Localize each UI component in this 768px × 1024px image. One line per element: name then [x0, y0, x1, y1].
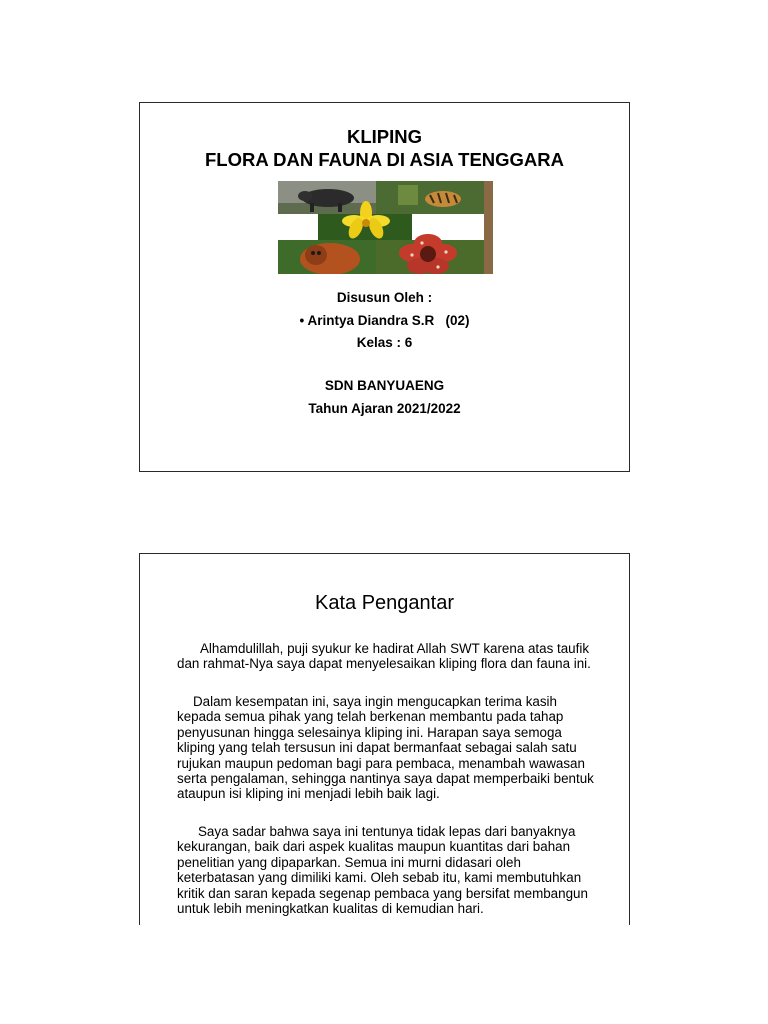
foreword-paragraph: Dalam kesempatan ini, saya ingin mengucapkan terima kasih kepada semua pihak yang telah berkenan membantu pada tahap penyusunan hingga selesainya kliping ini. Harapan saya semoga kliping yang telah tersusun ini dapat bermanfaat sebagai salah satu rujukan maupun pedoman bagi para pembaca, menambah wawasan serta pengalaman, sehingga nantinya saya dapat memperbaiki bentuk ataupun isi kliping ini menjadi lebih baik lagi.	[177, 694, 594, 802]
foreword-slide	[139, 553, 630, 925]
cover-slide	[139, 102, 630, 472]
school-name: SDN BANYUAENG	[324, 378, 445, 393]
compiled-by-label: Disusun Oleh :	[336, 290, 433, 305]
foreword-paragraph: Saya sadar bahwa saya ini tentunya tidak lepas dari banyaknya kekurangan, baik dari aspek kualitas maupun kuantitas dari bahan penelitian yang dipaparkan. Semua ini murni didasari oleh keterbatasan yang dimiliki kami. Oleh sebab itu, kami membutuhkan kritik dan saran kepada segenap pembaca yang bersifat membangun untuk lebih meningkatkan kualitas di kemudian hari.	[177, 824, 588, 917]
flora-fauna-collage-image	[278, 181, 493, 274]
academic-year: Tahun Ajaran 2021/2022	[308, 401, 461, 416]
cover-title: KLIPING	[346, 126, 423, 147]
cover-subtitle: FLORA DAN FAUNA DI ASIA TENGGARA	[204, 149, 565, 170]
class-label: Kelas : 6	[356, 335, 413, 350]
author-name: • Arintya Diandra S.R (02)	[299, 313, 470, 328]
foreword-heading: Kata Pengantar	[315, 592, 454, 614]
foreword-paragraph: Alhamdulillah, puji syukur ke hadirat Allah SWT karena atas taufik dan rahmat-Nya saya dapat menyelesaikan kliping flora dan fauna ini.	[177, 641, 591, 672]
